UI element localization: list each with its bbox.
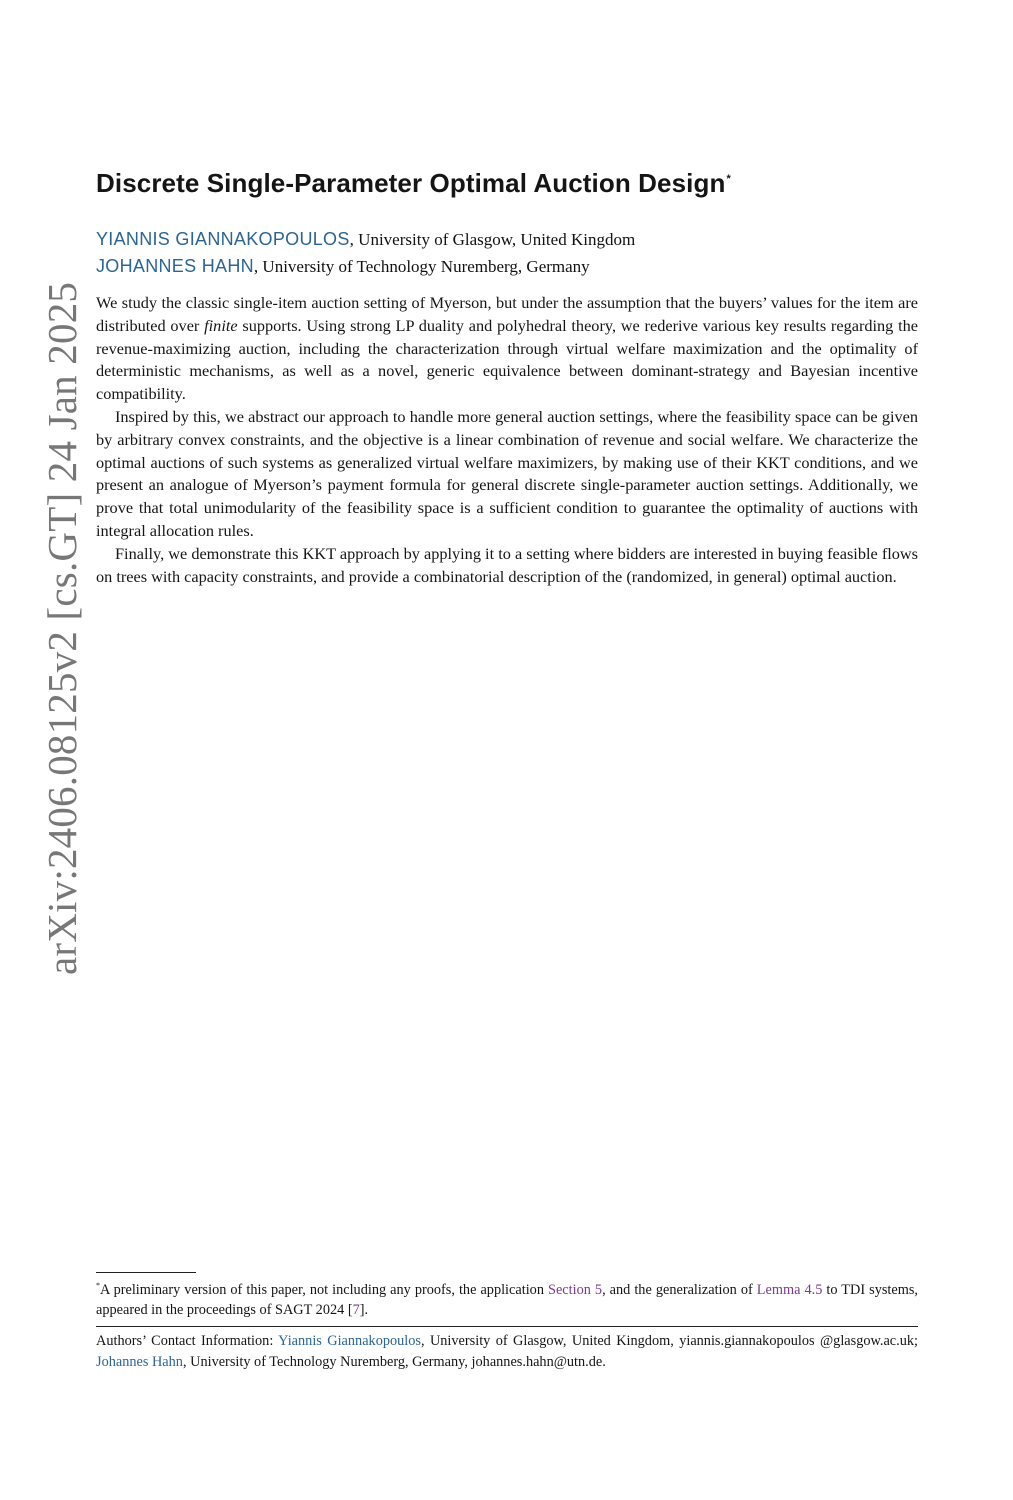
author-name: YIANNIS GIANNAKOPOULOS bbox=[96, 229, 350, 249]
author-entry bbox=[96, 253, 916, 280]
contact-information bbox=[96, 1331, 918, 1372]
paper-title-text: Discrete Single-Parameter Optimal Auction Design bbox=[96, 168, 726, 198]
footnote-text: , and the generalization of bbox=[602, 1281, 757, 1298]
contact-text: , University of Technology Nuremberg, Germany, johannes.hahn@utn.de. bbox=[182, 1353, 606, 1370]
contact-prefix: Authors’ Contact Information: bbox=[96, 1333, 279, 1349]
footnote-divider bbox=[96, 1272, 196, 1273]
abstract bbox=[96, 292, 918, 588]
contact-text: , University of Glasgow, United Kingdom, yiannis.giannakopoulos @glasgow.ac.uk; bbox=[420, 1333, 918, 1349]
abstract-emphasis: finite bbox=[204, 315, 238, 335]
title-footnote bbox=[96, 1276, 918, 1321]
arxiv-identifier-stamp: arXiv:2406.08125v2 [cs.GT] 24 Jan 2025 bbox=[39, 281, 85, 975]
lemma-4-5-link[interactable]: Lemma 4.5 bbox=[756, 1281, 823, 1298]
title-footnote-mark[interactable]: * bbox=[726, 173, 731, 186]
contact-divider bbox=[96, 1326, 918, 1327]
footnote-text: A preliminary version of this paper, not including any proofs, the application bbox=[100, 1281, 548, 1298]
author-affiliation: , University of Technology Nuremberg, Germany bbox=[253, 257, 590, 276]
footnote-mark: * bbox=[96, 1281, 100, 1290]
paper-title bbox=[96, 168, 916, 199]
author-1-link[interactable]: Yiannis Giannakopoulos bbox=[278, 1333, 421, 1349]
footnote-text: to TDI systems, appeared in the proceedings of SAGT 2024 [ bbox=[96, 1281, 918, 1319]
author-entry bbox=[96, 226, 916, 253]
abstract-paragraph-2: Inspired by this, we abstract our approach to handle more general auction settings, where the feasibility space can be given by arbitrary convex constraints, and the objective is a linear combination of revenue and social welfare. We characterize the optimal auctions of such systems as generalized virtual welfare maximizers, by making use of their KKT conditions, and we present an analogue of Myerson’s payment formula for general discrete single-parameter auction settings. Additionally, we prove that total unimodularity of the feasibility space is a sufficient condition to guarantee the optimality of auctions with integral allocation rules. bbox=[96, 406, 918, 540]
author-2-link[interactable]: Johannes Hahn bbox=[96, 1353, 183, 1370]
footnote-text: ]. bbox=[359, 1302, 369, 1319]
reference-7-link[interactable]: 7 bbox=[352, 1302, 360, 1319]
author-name: JOHANNES HAHN bbox=[96, 256, 254, 276]
section-5-link[interactable]: Section 5 bbox=[548, 1281, 603, 1298]
abstract-text: We study the classic single-item auction setting of Myerson, but under the assumption that the buyers’ values for the item are distributed over bbox=[96, 293, 918, 335]
author-affiliation: , University of Glasgow, United Kingdom bbox=[349, 230, 636, 249]
abstract-text: supports. Using strong LP duality and polyhedral theory, we rederive various key results regarding the revenue-maximizing auction, including the characterization through virtual welfare maximization and the optimality of deterministic mechanisms, as well as a novel, generic equivalence between dominant-strategy and Bayesian incentive compatibility. bbox=[96, 315, 918, 404]
abstract-paragraph-1 bbox=[96, 292, 918, 406]
author-list bbox=[96, 226, 916, 280]
abstract-paragraph-3: Finally, we demonstrate this KKT approach by applying it to a setting where bidders are interested in buying feasible flows on trees with capacity constraints, and provide a combinatorial description of the (randomized, in general) optimal auction. bbox=[96, 543, 918, 586]
